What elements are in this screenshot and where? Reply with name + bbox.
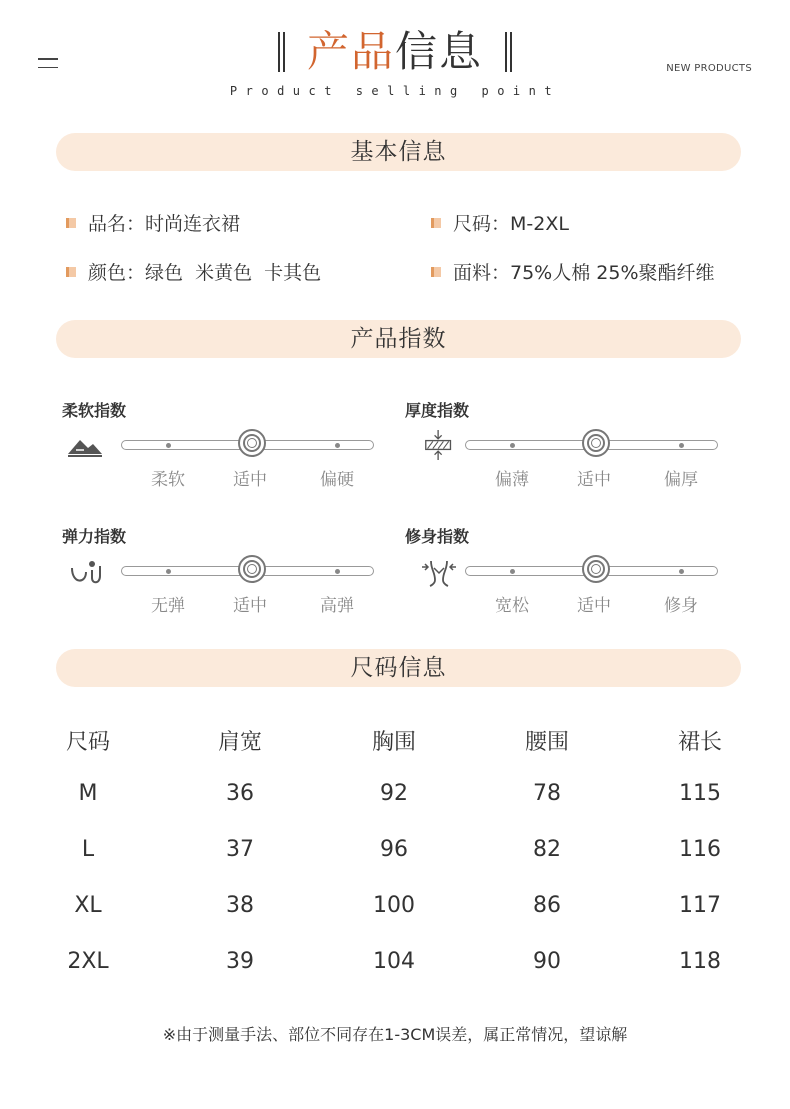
info-fabric: 面料：75%人棉 25%聚酯纤维	[431, 258, 715, 285]
slider-stop	[679, 569, 684, 574]
table-cell: 38	[226, 893, 254, 918]
table-cell: 104	[373, 949, 415, 974]
fit-label-high: 修身	[664, 596, 698, 616]
slider-stop	[510, 569, 515, 574]
table-cell: 100	[373, 893, 415, 918]
table-cell: 92	[380, 781, 408, 806]
measurement-note: ※由于测量手法、部位不同存在1-3CM误差，属正常情况，望谅解	[162, 1025, 628, 1044]
title-divider-right	[505, 32, 512, 72]
slider-stop	[166, 443, 171, 448]
page-subtitle: Product selling point	[229, 84, 561, 98]
table-header-shoulder: 肩宽	[217, 730, 262, 755]
table-cell: 96	[380, 837, 408, 862]
table-header-chest: 胸围	[371, 730, 416, 755]
table-cell: 117	[679, 893, 721, 918]
section-product-index: 产品指数	[56, 320, 741, 358]
index-title-fit: 修身指数	[405, 527, 470, 546]
table-cell: 90	[533, 949, 561, 974]
softness-slider	[121, 440, 374, 450]
slider-knob	[238, 555, 266, 583]
title-highlight: 产品	[306, 27, 395, 76]
fit-icon	[420, 558, 458, 588]
table-cell: 36	[226, 781, 254, 806]
section-basic-info: 基本信息	[56, 133, 741, 171]
elasticity-slider	[121, 566, 374, 576]
bullet-icon	[66, 267, 76, 277]
info-name: 品名：时尚连衣裙	[66, 209, 240, 236]
slider-stop	[335, 443, 340, 448]
table-cell: 118	[679, 949, 721, 974]
table-cell: 78	[533, 781, 561, 806]
table-header-size: 尺码	[65, 730, 110, 755]
slider-stop	[679, 443, 684, 448]
table-cell: 86	[533, 893, 561, 918]
info-color: 颜色：绿色 米黄色 卡其色	[66, 258, 321, 285]
table-cell: 115	[679, 781, 721, 806]
section-size-info: 尺码信息	[56, 649, 741, 687]
softness-label-low: 柔软	[151, 470, 185, 490]
thickness-slider	[465, 440, 718, 450]
thickness-label-high: 偏厚	[664, 470, 698, 490]
table-cell: 82	[533, 837, 561, 862]
table-header-length: 裙长	[677, 730, 722, 755]
new-products-tag: NEW PRODUCTS	[666, 63, 752, 74]
table-cell: M	[78, 781, 98, 806]
index-title-softness: 柔软指数	[62, 401, 127, 420]
softness-icon	[66, 432, 104, 462]
bullet-icon	[431, 267, 441, 277]
bullet-icon	[66, 218, 76, 228]
slider-knob	[238, 429, 266, 457]
slider-knob	[582, 429, 610, 457]
fit-label-low: 宽松	[495, 596, 529, 616]
bullet-icon	[431, 218, 441, 228]
softness-label-mid: 适中	[233, 470, 267, 490]
slider-knob	[582, 555, 610, 583]
elasticity-icon	[68, 558, 106, 588]
slider-stop	[166, 569, 171, 574]
thickness-icon	[420, 430, 458, 460]
table-cell: 116	[679, 837, 721, 862]
fit-slider	[465, 566, 718, 576]
slider-stop	[335, 569, 340, 574]
elasticity-label-high: 高弹	[320, 596, 354, 616]
fit-label-mid: 适中	[577, 596, 611, 616]
elasticity-label-mid: 适中	[233, 596, 267, 616]
table-cell: 37	[226, 837, 254, 862]
index-title-thickness: 厚度指数	[405, 401, 470, 420]
thickness-label-mid: 适中	[577, 470, 611, 490]
slider-stop	[510, 443, 515, 448]
softness-label-high: 偏硬	[320, 470, 354, 490]
title-divider-left	[278, 32, 285, 72]
title-dark: 信息	[395, 27, 484, 76]
elasticity-label-low: 无弹	[151, 596, 185, 616]
table-header-waist: 腰围	[524, 730, 569, 755]
info-size: 尺码：M-2XL	[431, 209, 569, 236]
index-title-elasticity: 弹力指数	[62, 527, 127, 546]
table-cell: 39	[226, 949, 254, 974]
table-cell: L	[81, 837, 95, 862]
table-cell: 2XL	[67, 949, 109, 974]
table-cell: XL	[74, 893, 102, 918]
thickness-label-low: 偏薄	[495, 470, 529, 490]
